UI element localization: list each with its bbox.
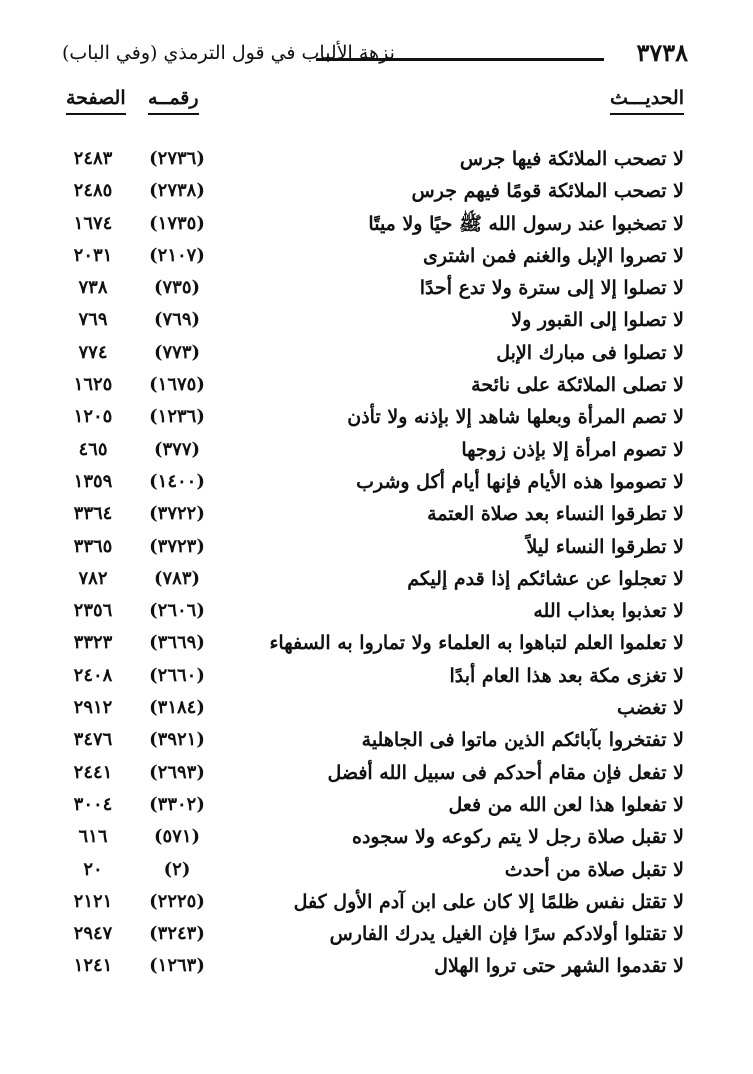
page-reference: ٢٤٤١ bbox=[73, 761, 113, 783]
hadith-text: لا تصلوا إلى القبور ولا bbox=[511, 309, 684, 332]
hadith-number: (٢١٠٧) bbox=[149, 244, 205, 266]
hadith-text: لا تقتلوا أولادكم سرًا فإن الغيل يدرك الفارس bbox=[329, 923, 684, 946]
table-row bbox=[62, 143, 684, 175]
hadith-text: لا تفتخروا بآبائكم الذين ماتوا فى الجاهلية bbox=[361, 729, 684, 752]
column-headers bbox=[62, 86, 684, 118]
hadith-text: لا تفعل فإن مقام أحدكم فى سبيل الله أفضل bbox=[327, 761, 684, 784]
page-number: ٣٧٣٨ bbox=[636, 38, 688, 67]
hadith-text: لا تصلى الملائكة على نائحة bbox=[471, 374, 684, 397]
hadith-text: لا تصحب الملائكة فيها جرس bbox=[459, 148, 684, 170]
page-reference: ٢١٢١ bbox=[73, 890, 113, 912]
page-reference: ٣٠٠٤ bbox=[73, 793, 113, 815]
page-reference: ٢٠٣١ bbox=[73, 244, 113, 266]
hadith-number: (١٤٠٠) bbox=[149, 470, 205, 492]
page-reference: ٧٣٨ bbox=[78, 277, 108, 299]
hadith-number: (٣٧٧) bbox=[153, 438, 201, 460]
page-reference: ٢٠ bbox=[83, 858, 103, 880]
hadith-number: (٣٧٢٣) bbox=[149, 535, 205, 557]
hadith-number: (٣١٨٤) bbox=[149, 697, 205, 719]
table-row bbox=[62, 757, 684, 789]
hadith-number: (٢٧٣٦) bbox=[149, 148, 205, 169]
page-reference: ٤٦٥ bbox=[78, 438, 108, 460]
table-row bbox=[62, 466, 684, 498]
page-reference: ٣٣٢٣ bbox=[73, 632, 113, 654]
hadith-text: لا تقبل صلاة من أحدث bbox=[504, 858, 684, 881]
hadith-text: لا تصم المرأة وبعلها شاهد إلا بإذنه ولا تأذن bbox=[347, 406, 684, 429]
hadith-text: لا تصلوا فى مبارك الإبل bbox=[496, 341, 684, 364]
hadith-number: (٧٧٣) bbox=[153, 341, 201, 363]
table-row bbox=[62, 434, 684, 466]
hadith-text: لا تقدموا الشهر حتى تروا الهلال bbox=[434, 955, 684, 978]
page-reference: ١٦٧٤ bbox=[73, 212, 113, 234]
table-row bbox=[62, 627, 684, 659]
hadith-number: (٧٦٩) bbox=[153, 309, 201, 331]
hadith-text: لا تعلموا العلم لتباهوا به العلماء ولا تماروا به السفهاء bbox=[269, 632, 684, 655]
hadith-number: (٢٢٢٥) bbox=[149, 890, 205, 912]
hadith-number: (٣٢٤٣) bbox=[149, 923, 205, 945]
page-reference: ٣٣٦٥ bbox=[73, 535, 113, 557]
table-row bbox=[62, 854, 684, 886]
table-row bbox=[62, 304, 684, 336]
column-header-hadith: الحديـــث bbox=[610, 86, 684, 115]
table-row bbox=[62, 886, 684, 918]
page-reference: ٢٩١٢ bbox=[73, 697, 113, 719]
page-reference: ٢٩٤٧ bbox=[73, 923, 113, 945]
page-reference: ٢٤٨٥ bbox=[73, 180, 113, 202]
hadith-number: (٧٨٣) bbox=[153, 567, 201, 589]
hadith-text: لا تغزى مكة بعد هذا العام أبدًا bbox=[449, 664, 684, 687]
hadith-number: (٢) bbox=[163, 858, 191, 880]
table-row bbox=[62, 595, 684, 627]
table-row bbox=[62, 175, 684, 207]
hadith-text: لا تغضب bbox=[616, 697, 684, 720]
hadith-number: (١٧٣٥) bbox=[149, 212, 205, 234]
hadith-text: لا تعجلوا عن عشائكم إذا قدم إليكم bbox=[407, 567, 684, 590]
table-row bbox=[62, 660, 684, 692]
table-row bbox=[62, 950, 684, 982]
hadith-number: (٣٩٢١) bbox=[149, 729, 205, 751]
hadith-number: (١٢٦٣) bbox=[149, 955, 205, 977]
table-row bbox=[62, 369, 684, 401]
hadith-text: لا تصلوا إلا إلى سترة ولا تدع أحدًا bbox=[419, 277, 684, 300]
table-row bbox=[62, 401, 684, 433]
table-row bbox=[62, 821, 684, 853]
page-reference: ١٣٥٩ bbox=[73, 470, 113, 492]
page-reference: ٦١٦ bbox=[78, 826, 108, 848]
hadith-text: لا تطرقوا النساء بعد صلاة العتمة bbox=[427, 503, 684, 526]
hadith-text: لا تصوم امرأة إلا بإذن زوجها bbox=[461, 438, 684, 461]
hadith-text: لا تطرقوا النساء ليلاً bbox=[526, 535, 684, 558]
hadith-number: (٥٧١) bbox=[153, 826, 201, 848]
hadith-number: (٣٦٦٩) bbox=[149, 632, 205, 654]
hadith-number: (٧٣٥) bbox=[153, 277, 201, 299]
page-reference: ١٢٤١ bbox=[73, 955, 113, 977]
hadith-text: لا تقبل صلاة رجل لا يتم ركوعه ولا سجوده bbox=[352, 826, 684, 849]
table-row bbox=[62, 692, 684, 724]
page-reference: ٣٤٧٦ bbox=[73, 729, 113, 751]
table-row bbox=[62, 563, 684, 595]
table-row bbox=[62, 789, 684, 821]
hadith-number: (٢٦٦٠) bbox=[149, 664, 205, 686]
hadith-text: لا تعذبوا بعذاب الله bbox=[533, 600, 684, 623]
book-title: نزهة الألباب في قول الترمذي (وفي الباب) bbox=[62, 42, 395, 64]
page-reference: ٧٧٤ bbox=[78, 341, 108, 363]
table-row bbox=[62, 531, 684, 563]
table-row bbox=[62, 498, 684, 530]
hadith-text: لا تصروا الإبل والغنم فمن اشترى bbox=[422, 244, 684, 267]
page-reference: ١٢٠٥ bbox=[73, 406, 113, 428]
hadith-number: (٢٦٠٦) bbox=[149, 600, 205, 622]
hadith-number: (٣٧٢٢) bbox=[149, 503, 205, 525]
hadith-number: (١٢٣٦) bbox=[149, 406, 205, 428]
hadith-text: لا تصحب الملائكة قومًا فيهم جرس bbox=[411, 180, 684, 203]
page-reference: ٢٣٥٦ bbox=[73, 600, 113, 622]
hadith-number: (٣٣٠٢) bbox=[149, 793, 205, 815]
page-reference: ٧٨٢ bbox=[78, 567, 108, 589]
hadith-number: (٢٧٣٨) bbox=[149, 180, 205, 202]
page-reference: ٢٤٠٨ bbox=[73, 664, 113, 686]
table-row bbox=[62, 272, 684, 304]
table-row bbox=[62, 918, 684, 950]
column-header-page: الصفحة bbox=[66, 86, 126, 115]
hadith-text: لا تصخبوا عند رسول الله ﷺ حيًا ولا ميتًا bbox=[368, 212, 684, 235]
column-header-number: رقمــه bbox=[148, 86, 199, 115]
hadith-text: لا تفعلوا هذا لعن الله من فعل bbox=[448, 793, 684, 816]
hadith-text: لا تقتل نفس ظلمًا إلا كان على ابن آدم الأول كفل bbox=[293, 890, 684, 913]
page-reference: ٧٦٩ bbox=[78, 309, 108, 331]
hadith-number: (١٦٧٥) bbox=[149, 374, 205, 396]
table-row bbox=[62, 208, 684, 240]
table-row bbox=[62, 337, 684, 369]
table-row bbox=[62, 240, 684, 272]
page-reference: ٣٣٦٤ bbox=[73, 503, 113, 525]
page-reference: ٢٤٨٣ bbox=[73, 148, 113, 169]
hadith-text: لا تصوموا هذه الأيام فإنها أيام أكل وشرب bbox=[356, 470, 684, 493]
page-reference: ١٦٢٥ bbox=[73, 374, 113, 396]
running-head bbox=[62, 38, 688, 68]
hadith-number: (٢٦٩٣) bbox=[149, 761, 205, 783]
table-row bbox=[62, 724, 684, 756]
index-table bbox=[62, 143, 684, 983]
